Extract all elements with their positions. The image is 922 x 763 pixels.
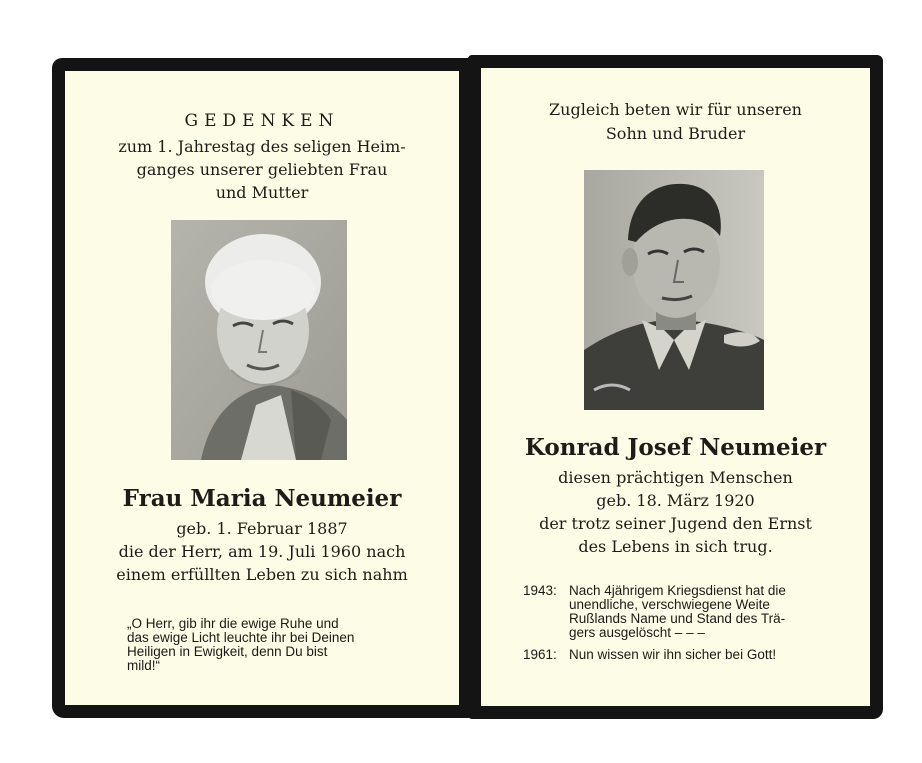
prayer-text: [127, 617, 397, 673]
detail-birth: geb. 18. März 1920: [596, 491, 755, 510]
prayer-line-4: mild!“: [127, 658, 160, 673]
detail-line-4: des Lebens in sich trug.: [578, 537, 773, 556]
detail-birth: geb. 1. Februar 1887: [176, 519, 348, 538]
chronicle-year: 1943:: [523, 583, 557, 598]
chronicle-line: Rußlands Name und Stand des Trä-: [569, 611, 786, 626]
chronicle-entry-1943: [523, 584, 833, 640]
detail-line-3: der trotz seiner Jugend den Ernst: [539, 514, 812, 533]
intro-line-1: Zugleich beten wir für unseren: [549, 100, 802, 119]
intro-line-2: ganges unserer geliebten Frau: [136, 160, 388, 179]
prayer-line-3: Heiligen in Ewigkeit, denn Du bist: [127, 644, 328, 659]
prayer-line-1: „O Herr, gib ihr die ewige Ruhe und: [127, 616, 339, 631]
chronicle-line: gers ausgelöscht – – –: [569, 625, 705, 640]
chronicle-line: unendliche, verschwiegene Weite: [569, 597, 770, 612]
detail-line-1: diesen prächtigen Menschen: [558, 468, 793, 487]
portrait-photo-maria: [171, 220, 347, 460]
intro-line-3: und Mutter: [215, 183, 309, 202]
detail-death: die der Herr, am 19. Juli 1960 nach: [118, 542, 406, 561]
detail-life: einem erfüllten Leben zu sich nahm: [116, 565, 408, 584]
memorial-card-maria: [52, 58, 472, 718]
name-konrad: Konrad Josef Neumeier: [524, 434, 827, 461]
name-maria: Frau Maria Neumeier: [122, 485, 402, 512]
chronicle-year: 1961:: [523, 647, 557, 662]
prayer-line-2: das ewige Licht leuchte ihr bei Deinen: [127, 630, 355, 645]
portrait-woman-icon: [171, 220, 347, 460]
chronicle-line: Nun wissen wir ihn sicher bei Gott!: [569, 647, 777, 662]
chronicle: [523, 584, 833, 662]
intro-line-2: Sohn und Bruder: [605, 124, 746, 143]
chronicle-entry-1961: [523, 648, 833, 662]
memorial-card-konrad: [468, 55, 883, 719]
intro-line-1: zum 1. Jahrestag des seligen Heim-: [118, 137, 406, 156]
portrait-soldier-icon: [584, 170, 764, 410]
portrait-photo-konrad: [584, 170, 764, 410]
chronicle-line: Nach 4jährigem Kriegsdienst hat die: [569, 583, 786, 598]
heading-gedenken: GEDENKEN: [184, 111, 340, 131]
